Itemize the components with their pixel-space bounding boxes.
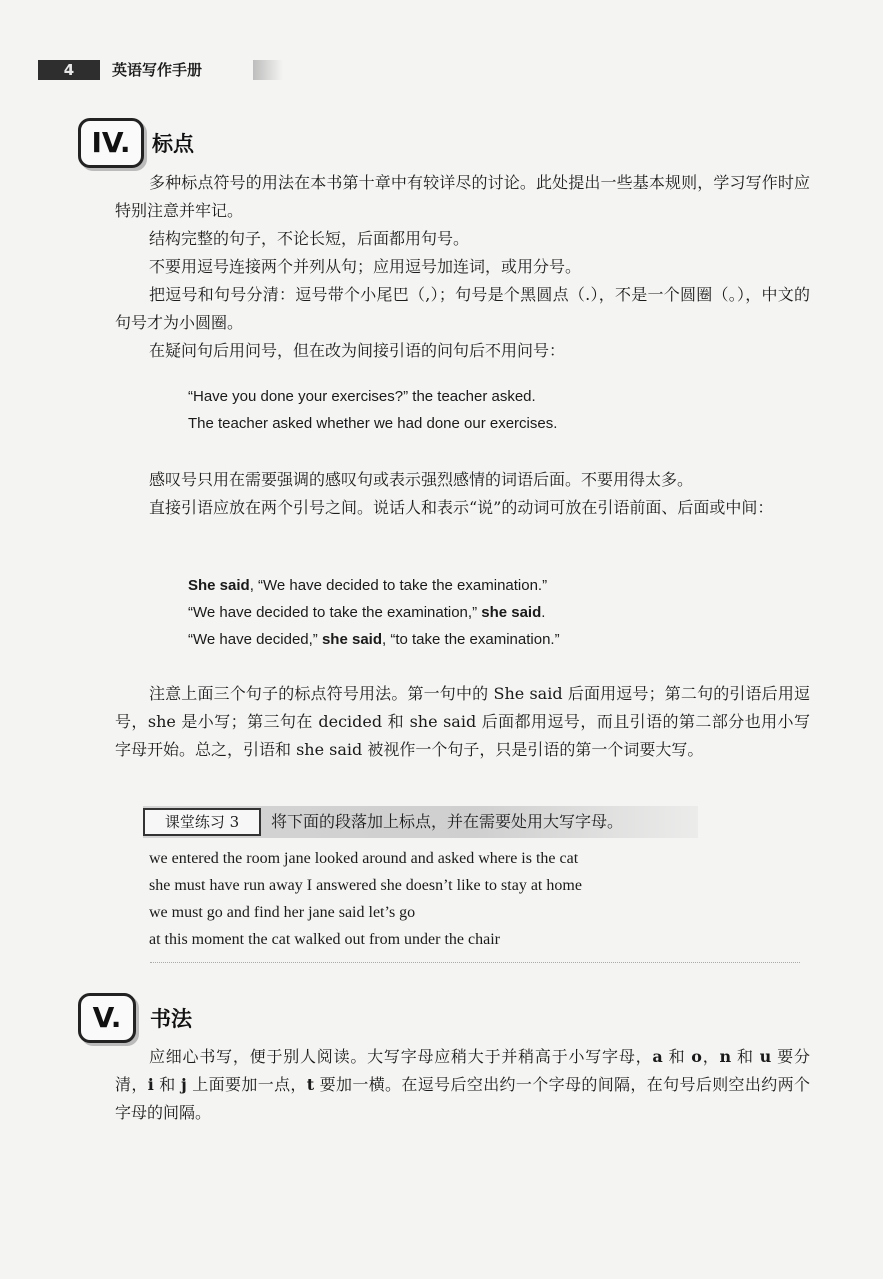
rule-period: 结构完整的句子，不论长短，后面都用句号。 xyxy=(149,229,470,248)
quote-example-1: She said, “We have decided to take the examination.” xyxy=(188,577,548,594)
quote-example-2: “We have decided to take the examination,” she said. xyxy=(188,604,546,621)
quote-example-3: “We have decided,” she said, “to take the examination.” xyxy=(188,631,560,648)
exercise-line: we must go and find her jane said let’s go xyxy=(149,904,416,921)
example-direct-question: “Have you done your exercises?” the teacher asked. xyxy=(188,388,536,405)
section-iv-rules-2 xyxy=(115,466,810,522)
exercise-divider xyxy=(150,962,800,963)
punctuation-note xyxy=(115,680,810,764)
handwriting-paragraph xyxy=(115,1043,810,1127)
exercise-line: at this moment the cat walked out from under the chair xyxy=(149,931,500,948)
rule-direct-speech: 直接引语应放在两个引号之间。说话人和表示“说”的动词可放在引语前面、后面或中间： xyxy=(149,498,774,517)
exercise-line: she must have run away I answered she doesn’t like to stay at home xyxy=(149,877,582,894)
exercise-line: we entered the room jane looked around and asked where is the cat xyxy=(149,850,579,867)
page-number: 4 xyxy=(38,60,100,80)
exercise-text xyxy=(149,845,582,953)
exercise-instruction: 将下面的段落加上标点，并在需要处用大写字母。 xyxy=(271,812,624,831)
punctuation-note-text: 注意上面三个句子的标点符号用法。第一句中的 She said 后面用逗号；第二句的引语后用逗号，she 是小写；第三句在 decided 和 she said 后面都用逗号，而且引语的第二部分也用小写字母开始。总之，引语和 she said 被视作一个句子，只是引语的第一个词要大写。 xyxy=(115,684,810,759)
section-iv-rules xyxy=(115,169,810,365)
section-v-badge: V. xyxy=(78,993,136,1043)
question-examples xyxy=(188,383,557,437)
rule-question-mark: 在疑问句后用问号，但在改为间接引语的问句后不用问号： xyxy=(149,341,566,360)
handwriting-text: 应细心书写，便于别人阅读。大写字母应稍大于并稍高于小写字母，a 和 o，n 和 u 要分清，i 和 j 上面要加一点，t 要加一横。在逗号后空出约一个字母的间隔，在句号后则空出约两个字母的间隔。 xyxy=(115,1047,810,1122)
rule-comma-splice: 不要用逗号连接两个并列从句；应用逗号加连词，或用分号。 xyxy=(149,257,582,276)
rule-comma-vs-period: 把逗号和句号分清：逗号带个小尾巴（,）；句号是个黑圆点（.），不是一个圆圈（。），中文的句号才为小圆圈。 xyxy=(115,285,810,332)
section-iv-title: 标点 xyxy=(152,132,194,156)
section-iv-intro: 多种标点符号的用法在本书第十章中有较详尽的讨论。此处提出一些基本规则，学习写作时应特别注意并牢记。 xyxy=(115,173,810,220)
section-v-title: 书法 xyxy=(150,1007,192,1031)
example-indirect-question: The teacher asked whether we had done our exercises. xyxy=(188,415,558,432)
book-title: 英语写作手册 xyxy=(112,61,203,79)
rule-exclamation: 感叹号只用在需要强调的感叹句或表示强烈感情的词语后面。不要用得太多。 xyxy=(149,470,694,489)
exercise-banner xyxy=(143,806,698,838)
exercise-tag: 课堂练习 3 xyxy=(143,808,261,836)
running-header xyxy=(38,58,248,82)
section-iv-badge: IV. xyxy=(78,118,144,168)
header-fade-bar xyxy=(253,60,283,80)
quotation-examples xyxy=(188,572,560,653)
